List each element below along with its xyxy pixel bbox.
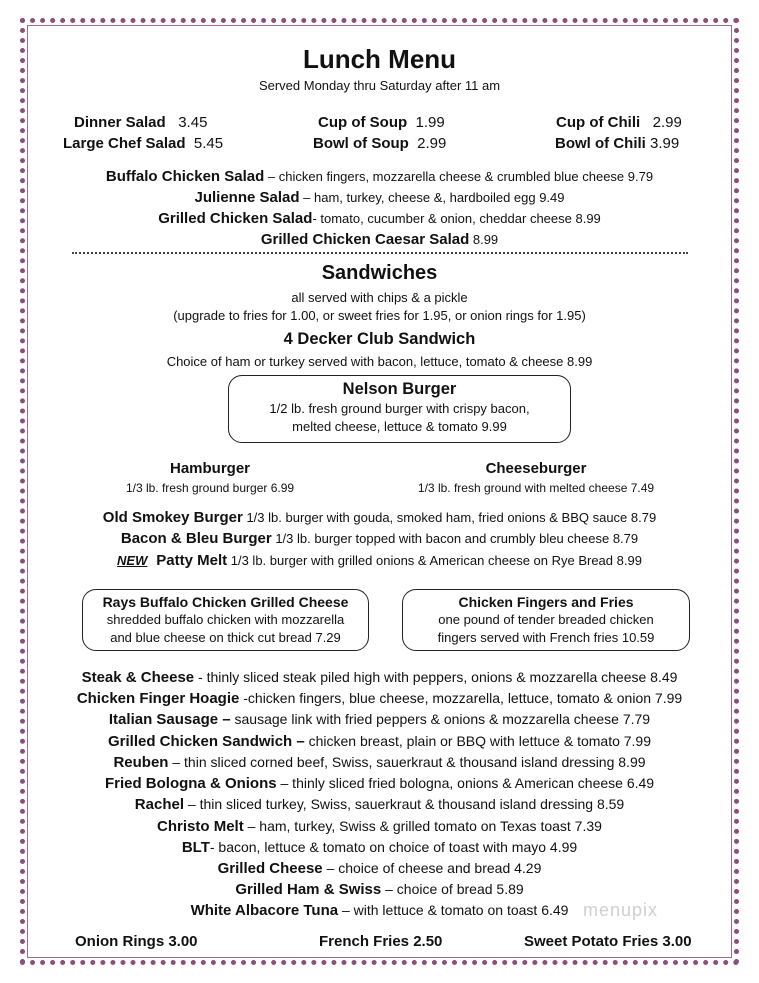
menu-item: Cup of Chili 2.99 — [556, 114, 682, 131]
menu-item-name: Cheeseburger — [485, 460, 587, 477]
menu-item: Grilled Chicken Salad- tomato, cucumber & onion, cheddar cheese 8.99 — [158, 210, 601, 227]
menu-item: Grilled Cheese – choice of cheese and bread 4.29 — [217, 860, 542, 877]
watermark: menupix — [583, 900, 659, 920]
menu-item-name: 4 Decker Club Sandwich — [283, 330, 476, 348]
menu-item: Grilled Chicken Caesar Salad 8.99 — [260, 231, 499, 248]
menu-item: White Albacore Tuna – with lettuce & tomato on toast 6.49 — [190, 902, 569, 919]
menu-item: Rachel – thin sliced turkey, Swiss, sauerkraut & thousand island dressing 8.59 — [134, 796, 625, 813]
menu-item-name: Chicken Fingers and Fries — [458, 594, 634, 610]
menu-item: Cup of Soup 1.99 — [318, 114, 445, 131]
featured-box-nelson — [228, 375, 571, 443]
menu-item: Fried Bologna & Onions – thinly sliced fried bologna, onions & American cheese 6.49 — [104, 775, 655, 792]
menu-item: Large Chef Salad 5.45 — [63, 135, 224, 152]
featured-box-rays — [82, 589, 369, 651]
menu-item-desc: 1/2 lb. fresh ground burger with crispy bacon, — [269, 401, 530, 416]
menu-item: Julienne Salad – ham, turkey, cheese &, hardboiled egg 9.49 — [194, 189, 565, 206]
menu-item: Steak & Cheese - thinly sliced steak piled high with peppers, onions & mozzarella cheese 8.49 — [81, 669, 678, 686]
side-item: Sweet Potato Fries 3.00 — [524, 933, 692, 950]
menu-item: Bacon & Bleu Burger 1/3 lb. burger topped with bacon and crumbly bleu cheese 8.79 — [120, 530, 639, 547]
featured-box-fingers — [402, 589, 690, 651]
menu-item: Reuben – thin sliced corned beef, Swiss, sauerkraut & thousand island dressing 8.99 — [113, 754, 646, 771]
section-note: (upgrade to fries for 1.00, or sweet fries for 1.95, or onion rings for 1.95) — [173, 308, 586, 323]
menu-item: Italian Sausage – sausage link with fried peppers & onions & mozzarella cheese 7.79 — [108, 711, 651, 728]
menu-item-desc: Choice of ham or turkey served with bacon, lettuce, tomato & cheese 8.99 — [166, 354, 593, 369]
menu-item: Bowl of Chili 3.99 — [555, 135, 680, 152]
menu-item: Buffalo Chicken Salad – chicken fingers, mozzarella cheese & crumbled blue cheese 9.79 — [105, 168, 654, 185]
menu-item: Old Smokey Burger 1/3 lb. burger with gouda, smoked ham, fried onions & BBQ sauce 8.79 — [102, 509, 657, 526]
menu-item-name: Rays Buffalo Chicken Grilled Cheese — [102, 594, 349, 610]
section-note: all served with chips & a pickle — [291, 290, 468, 305]
menu-item-desc: 1/3 lb. fresh ground burger 6.99 — [125, 481, 295, 495]
menu-item: Grilled Ham & Swiss – choice of bread 5.89 — [235, 881, 524, 898]
side-item: French Fries 2.50 — [319, 933, 443, 950]
menu-item: NEW Patty Melt 1/3 lb. burger with grilled onions & American cheese on Rye Bread 8.99 — [117, 552, 642, 569]
menu-item: BLT- bacon, lettuce & tomato on choice of toast with mayo 4.99 — [181, 839, 578, 856]
menu-item-desc: shredded buffalo chicken with mozzarella — [106, 612, 345, 627]
menu-item-desc: fingers served with French fries 10.59 — [437, 630, 655, 645]
page-subtitle: Served Monday thru Saturday after 11 am — [258, 78, 501, 93]
side-item: Onion Rings 3.00 — [75, 933, 198, 950]
menu-item: Chicken Finger Hoagie -chicken fingers, blue cheese, mozzarella, lettuce, tomato & onion 7.99 — [76, 690, 683, 707]
menu-item: Bowl of Soup 2.99 — [313, 135, 447, 152]
menu-item-desc: and blue cheese on thick cut bread 7.29 — [110, 630, 341, 645]
section-heading: Sandwiches — [321, 262, 438, 284]
menu-item: Dinner Salad 3.45 — [74, 114, 208, 131]
new-badge: NEW — [117, 553, 148, 568]
menu-item-name: Nelson Burger — [342, 380, 457, 398]
menu-item-desc: 1/3 lb. fresh ground with melted cheese 7.49 — [417, 481, 655, 495]
menu-item: Grilled Chicken Sandwich – chicken breast, plain or BBQ with lettuce & tomato 7.99 — [107, 733, 652, 750]
section-divider — [72, 252, 688, 254]
menu-item: Christo Melt – ham, turkey, Swiss & grilled tomato on Texas toast 7.39 — [157, 818, 602, 835]
menu-item-name: Hamburger — [169, 460, 251, 477]
menu-item-desc: one pound of tender breaded chicken — [438, 612, 654, 627]
menu-item-desc: melted cheese, lettuce & tomato 9.99 — [292, 419, 507, 434]
page-title: Lunch Menu — [302, 44, 457, 74]
